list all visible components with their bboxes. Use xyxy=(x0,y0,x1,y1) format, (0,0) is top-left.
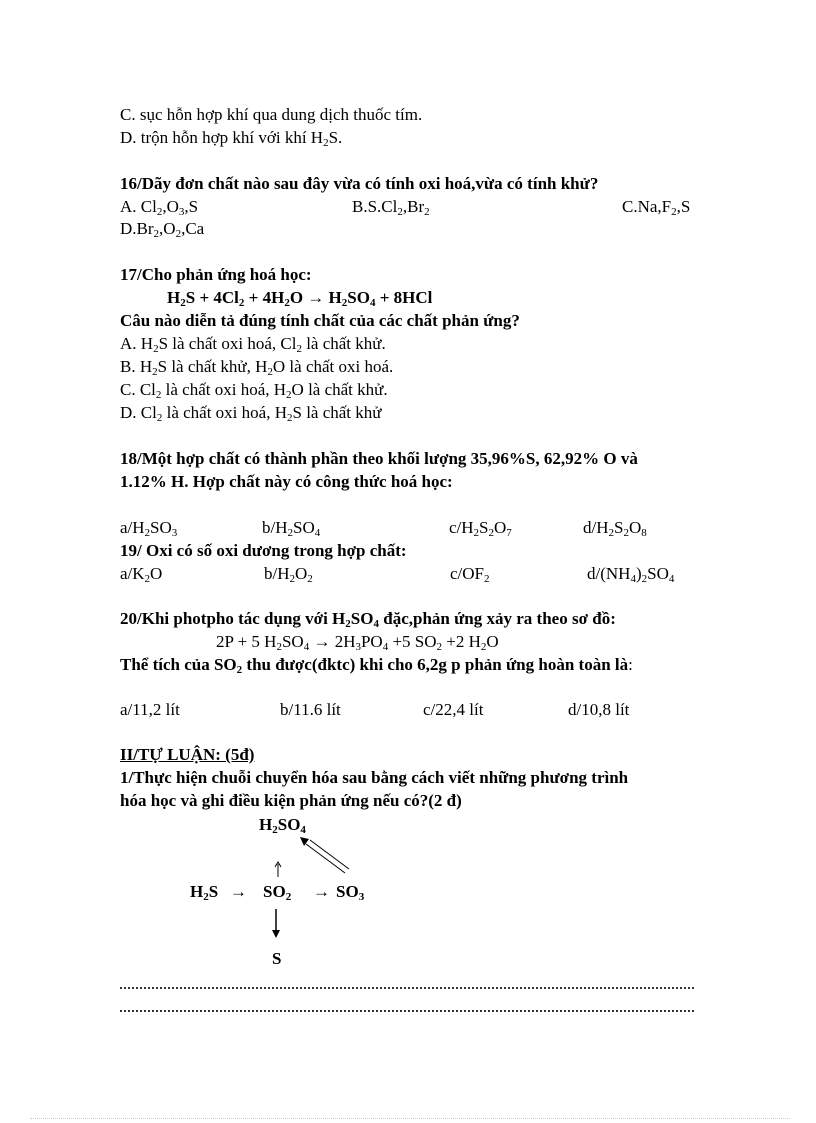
q19-option-b: $b/H_2O_2$ xyxy=(264,564,313,585)
scheme-so2: $SO_2$ xyxy=(263,882,292,903)
scheme-h2s: $H_2S$ xyxy=(190,882,219,903)
q20-line1: 20/Khi photpho tác dụng với $H_2SO_4$ đặc,phản ứng xảy ra theo sơ đồ: xyxy=(120,609,616,630)
q20-option-b: b/11.6 lít xyxy=(280,700,341,719)
q20-equation: 2P + 5 $H_2SO_4 \to 2H_3PO_4 +5$ $SO_2 +2$ $H_2O$ xyxy=(216,632,499,653)
q19-question: 19/ Oxi có số oxi dương trong hợp chất: xyxy=(120,541,407,560)
scheme-arrow-h2s-so2: → xyxy=(230,882,247,901)
scheme-s: S xyxy=(272,949,282,968)
q17-option-c: C. $Cl_2$ là chất oxi hoá, $H_2O$ là chất khử. xyxy=(120,380,388,401)
part2-q1-line1: 1/Thực hiện chuỗi chuyển hóa sau bằng cách viết những phương trình xyxy=(120,768,629,787)
q20-option-a: a/11,2 lít xyxy=(120,700,180,719)
q19-option-c: $c/OF_2$ xyxy=(450,564,490,585)
part2-heading: II/TỰ LUẬN: (5đ) xyxy=(120,745,255,764)
q17-title: 17/Cho phản ứng hoá học: xyxy=(120,265,312,284)
scheme-h2so4: $H_2SO_4$ xyxy=(259,815,306,836)
q20-option-d: d/10,8 lít xyxy=(568,700,630,719)
q15-option-d: D. trộn hỗn hợp khí với khí $H_2S$. xyxy=(120,128,343,149)
q20-option-c: c/22,4 lít xyxy=(423,700,484,719)
q16-option-b: $B.S.Cl_2,Br_2$ xyxy=(352,197,430,218)
so3-to-h2so4-arrow xyxy=(300,837,349,873)
q20-line3: Thể tích của $SO_2$ thu được(đktc) khi cho 6,2g p phản ứng hoàn toàn là: xyxy=(120,655,633,676)
q19-option-d: $d/(NH_4)_2SO_4$ xyxy=(587,564,675,585)
q17-equation: $H_2S + 4Cl_2 + 4H_2O \to H_2SO_4 + 8HCl$ xyxy=(167,288,433,309)
q17-question: Câu nào diễn tả đúng tính chất của các chất phản ứng? xyxy=(120,311,520,330)
part2-q1-line2: hóa học và ghi điều kiện phản ứng nếu có?(2 đ) xyxy=(120,791,462,810)
q16-option-c: $C.Na,F_2,S$ xyxy=(622,197,691,218)
q18-line2: 1.12% H. Hợp chất này có công thức hoá học: xyxy=(120,472,453,491)
q16-option-d: $D.Br_2,O_2,Ca$ xyxy=(120,219,205,240)
q16-option-a: A. $Cl_2,O_3,S$ xyxy=(120,197,199,218)
q17-option-b: B. $H_2S$ là chất khử, $H_2O$ là chất oxi hoá. xyxy=(120,357,394,378)
q19-option-a: $a/K_2O$ xyxy=(120,564,163,585)
answer-dotted-line-1 xyxy=(120,985,694,989)
q18-line1: 18/Một hợp chất có thành phần theo khối lượng 35,96%S, 62,92% O và xyxy=(120,449,638,468)
q18-option-c: $c/H_2S_2O_7$ xyxy=(449,518,512,539)
page-footer-dotted-border xyxy=(30,1118,790,1119)
q15-option-c: C. sục hỗn hợp khí qua dung dịch thuốc tím. xyxy=(120,105,423,124)
q16-question: 16/Dãy đơn chất nào sau đây vừa có tính oxi hoá,vừa có tính khử? xyxy=(120,174,599,193)
scheme-so3: $SO_3$ xyxy=(336,882,365,903)
q18-option-b: $b/H_2SO_4$ xyxy=(262,518,321,539)
q18-option-a: $a/H_2SO_3$ xyxy=(120,518,178,539)
q17-option-d: D. $Cl_2$ là chất oxi hoá, $H_2S$ là chất khử xyxy=(120,403,382,424)
q18-option-d: $d/H_2S_2O_8$ xyxy=(583,518,647,539)
q17-option-a: A. $H_2S$ là chất oxi hoá, $Cl_2$ là chất khử. xyxy=(120,334,386,355)
so2-to-s-arrow xyxy=(272,909,280,938)
answer-dotted-line-2 xyxy=(120,1008,694,1012)
so2-to-h2so4-arrow xyxy=(275,862,281,877)
scheme-arrow-so2-so3: → xyxy=(313,882,330,901)
